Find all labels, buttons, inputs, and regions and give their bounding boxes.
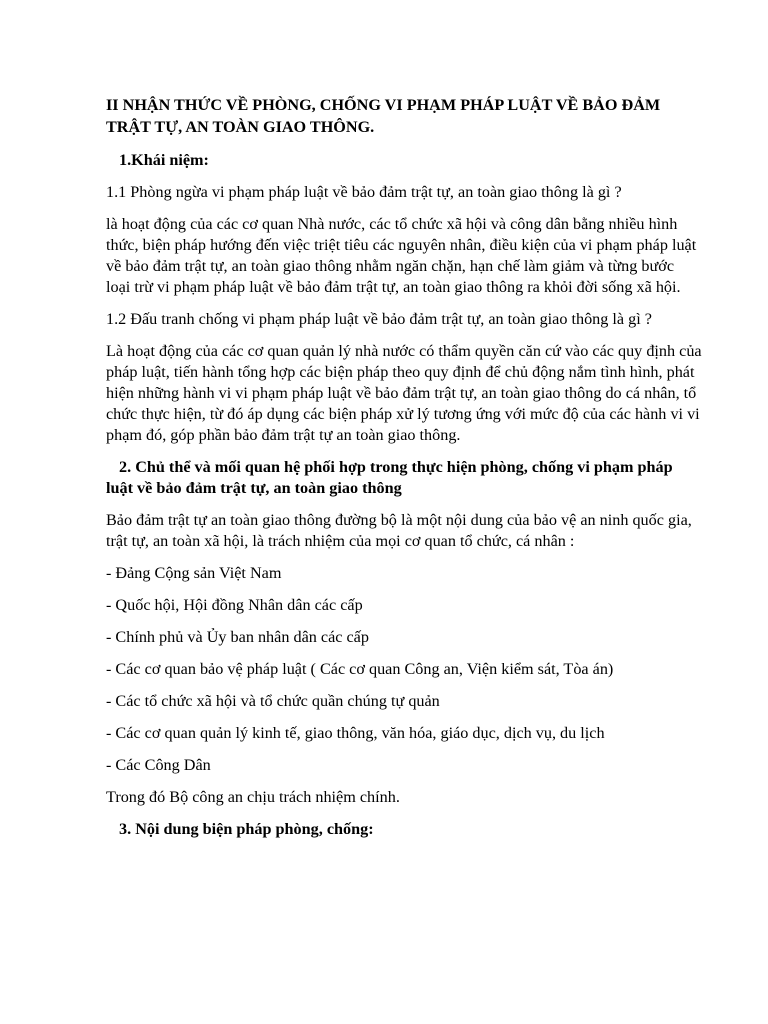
list-item: - Đảng Cộng sản Việt Nam	[106, 564, 282, 582]
list-item: - Các Công Dân	[106, 756, 211, 774]
list-item: - Các cơ quan bảo vệ pháp luật ( Các cơ quan Công an, Viện kiểm sát, Tòa án)	[106, 660, 614, 678]
question-1-1: 1.1 Phòng ngừa vi phạm pháp luật về bảo đảm trật tự, an toàn giao thông là gì ?	[106, 183, 622, 201]
list-item: - Quốc hội, Hội đồng Nhân dân các cấp	[106, 596, 363, 614]
document-title: II NHẬN THỨC VỀ PHÒNG, CHỐNG VI PHẠM PHÁP LUẬT VỀ BẢO ĐẢM TRẬT TỰ, AN TOÀN GIAO THÔNG.	[106, 96, 661, 136]
list-item: - Chính phủ và Ủy ban nhân dân các cấp	[106, 628, 369, 646]
section-2-closing: Trong đó Bộ công an chịu trách nhiệm chính.	[106, 788, 400, 806]
section-2-heading: 2. Chủ thể và mối quan hệ phối hợp trong thực hiện phòng, chống vi phạm pháp luật về bảo đảm trật tự, an toàn giao thông	[106, 458, 673, 497]
list-item: - Các tổ chức xã hội và tổ chức quần chúng tự quản	[106, 692, 440, 710]
section-3-heading: 3. Nội dung biện pháp phòng, chống:	[119, 820, 374, 838]
answer-1-2: Là hoạt động của các cơ quan quản lý nhà nước có thẩm quyền căn cứ vào các quy định của pháp luật, tiến hành tổng hợp các biện pháp theo quy định để chủ động nắm tình hình, phát hiện những hành vi vi phạm pháp luật về bảo đảm trật tự, an toàn giao thông do cá nhân, tổ chức thực hiện, từ đó áp dụng các biện pháp xử lý tương ứng với mức độ của các hành vi vi phạm đó, góp phần bảo đảm trật tự an toàn giao thông.	[106, 342, 702, 444]
question-1-2: 1.2 Đấu tranh chống vi phạm pháp luật về bảo đảm trật tự, an toàn giao thông là gì ?	[106, 310, 652, 328]
section-1-heading: 1.Khái niệm:	[119, 151, 209, 169]
section-2-intro: Bảo đảm trật tự an toàn giao thông đường bộ là một nội dung của bảo vệ an ninh quốc gia, trật tự, an toàn xã hội, là trách nhiệm của mọi cơ quan tổ chức, cá nhân :	[106, 511, 692, 550]
list-item: - Các cơ quan quản lý kinh tế, giao thông, văn hóa, giáo dục, dịch vụ, du lịch	[106, 724, 605, 742]
document-body	[106, 94, 702, 851]
answer-1-1: là hoạt động của các cơ quan Nhà nước, các tổ chức xã hội và công dân bằng nhiều hình thức, biện pháp hướng đến việc triệt tiêu các nguyên nhân, điều kiện của vi phạm pháp luật về bảo đảm trật tự, an toàn giao thông nhằm ngăn chặn, hạn chế làm giảm và từng bước loại trừ vi phạm pháp luật về bảo đảm trật tự, an toàn giao thông ra khỏi đời sống xã hội.	[106, 215, 697, 296]
